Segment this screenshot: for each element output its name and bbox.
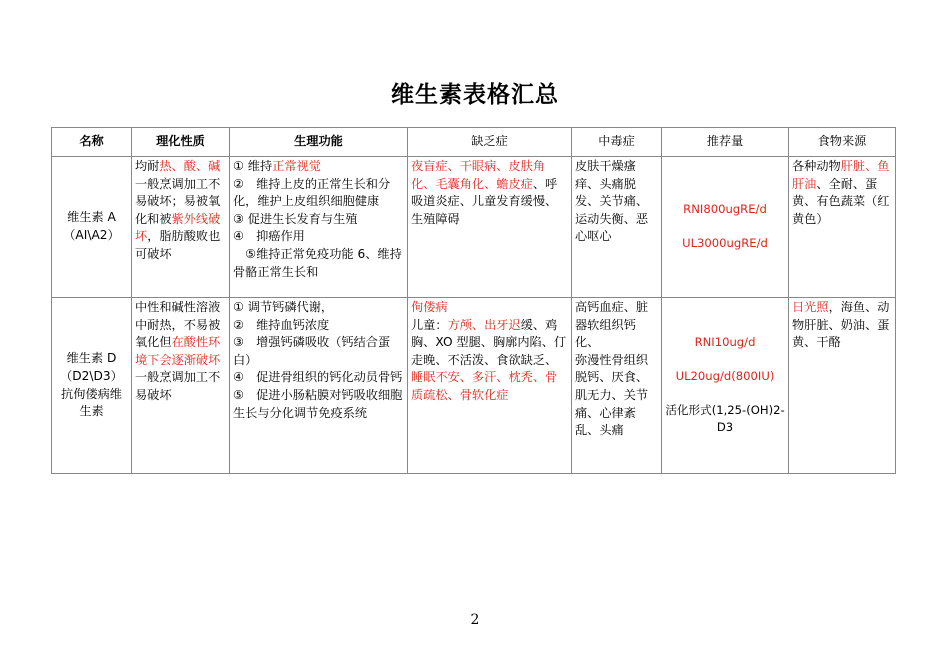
header-toxicity: 中毒症 — [572, 128, 662, 157]
highlight-text: 佝偻病 — [411, 300, 448, 314]
cell-toxicity: 皮肤干燥瘙痒、头痛脱发、关节痛、 运动失衡、恶心呕心 — [572, 157, 662, 298]
cell-text: 各种动物 — [792, 159, 841, 173]
cell-text: ① 调节钙磷代谢， — [233, 300, 334, 314]
header-name: 名称 — [52, 128, 132, 157]
cell-text: ① 维持 — [233, 159, 273, 173]
rni-value: RNI10ug/d — [694, 335, 756, 350]
vitamin-name: 维生素 A — [67, 210, 116, 225]
cell-food — [789, 298, 896, 474]
highlight-text: 紫外线破坏 — [135, 211, 221, 244]
cell-functions — [230, 157, 408, 298]
cell-food — [789, 157, 896, 298]
cell-deficiency — [408, 298, 572, 474]
highlight-text: 夜盲症、干眼病、皮肤角化、毛囊角化、蟾皮症 — [411, 159, 546, 191]
highlight-text: 睡眠不安、多汗、枕秃、骨质疏松、骨软化症 — [411, 370, 558, 402]
cell-recommended — [662, 298, 789, 474]
cell-text: ⑤维持正常免疫功能 6、维持骨骼正常生长和 — [233, 246, 402, 279]
cell-name — [52, 298, 132, 474]
vitamin-subname: （AI\A2） — [63, 228, 120, 242]
cell-text: ，脂肪酸败也可破坏 — [135, 229, 221, 261]
cell-toxicity: 高钙血症、脏器软组织钙化、 弥漫性骨组织脱钙、厌食、肌无力、关节痛、心律紊乱、头痛 — [572, 298, 662, 474]
cell-text: 、呼吸道炎症、儿童发育缓慢、生殖障碍 — [411, 176, 558, 226]
header-recommended: 推荐量 — [662, 128, 789, 157]
cell-text: ④ 促进骨组织的钙化动员骨钙 — [233, 370, 403, 385]
cell-properties — [132, 157, 230, 298]
cell-text: 一般烹调加工不易破坏 — [135, 370, 221, 402]
cell-text: ③ 增强钙磷吸收（钙结合蛋白） — [233, 335, 391, 367]
ul-value: UL20ug/d(800IU) — [675, 368, 775, 383]
cell-text: 、全耐、蛋黄、有色蔬菜（红黄色） — [792, 176, 890, 226]
page-title: 维生素表格汇总 — [391, 82, 559, 108]
cell-text: ⑤ 促进小肠粘膜对钙吸收细胞生长与分化调节免疫系统 — [233, 387, 403, 420]
cell-properties — [132, 298, 230, 474]
ul-value: UL3000ugRE/d — [682, 236, 768, 250]
vitamin-alias: 抗佝偻病维生素 — [61, 386, 122, 419]
active-form: 活化形式(1,25-(OH)2-D3 — [665, 402, 785, 435]
highlight-text: 在酸性环境下会逐渐破坏 — [135, 335, 221, 367]
cell-deficiency — [408, 157, 572, 298]
vitamin-subname: （D2\D3） — [60, 368, 123, 383]
vitamin-name: 维生素 D — [66, 351, 117, 366]
cell-text: ，海鱼、动物肝脏、奶油、蛋黄、干酪 — [792, 300, 890, 350]
header-properties: 理化性质 — [132, 128, 230, 157]
highlight-text: 正常视觉 — [272, 159, 321, 173]
vitamin-table — [51, 127, 896, 474]
table-row-vitamin-a — [52, 157, 896, 298]
highlight-text: 热、酸、碱 — [159, 159, 221, 173]
cell-text: ④ 抑癌作用 — [233, 229, 305, 244]
cell-name — [52, 157, 132, 298]
header-functions: 生理功能 — [230, 128, 408, 157]
table-header-row — [52, 128, 896, 157]
cell-text: 儿童： — [411, 317, 448, 332]
page-number: 2 — [470, 612, 480, 628]
cell-recommended — [662, 157, 789, 298]
table-row-vitamin-d — [52, 298, 896, 474]
rni-value: RNI800ugRE/d — [683, 202, 767, 217]
cell-text: 一般烹调加工不易破坏；易被氧化和被 — [135, 176, 221, 226]
cell-text: 缓、鸡胸、XO 型腿、胸廓内陷、仃走晚、不活泼、食欲缺乏、 — [411, 317, 567, 367]
header-deficiency: 缺乏症 — [408, 128, 572, 157]
cell-text: 均耐 — [135, 159, 160, 173]
highlight-text: 日光照 — [792, 300, 829, 314]
highlight-text: 肝脏、鱼肝油 — [792, 159, 890, 191]
cell-text: ② 维持血钙浓度 — [233, 317, 330, 332]
cell-functions — [230, 298, 408, 474]
header-food: 食物来源 — [789, 128, 896, 157]
cell-text: ③ 促进生长发育与生殖 — [233, 211, 358, 226]
highlight-text: 方颅、出牙迟 — [447, 317, 521, 332]
cell-text: ② 维持上皮的正常生长和分化，维护上皮组织细胞健康 — [233, 176, 391, 209]
cell-text: 中性和碱性溶液中耐热，不易被氧化但 — [135, 300, 221, 350]
